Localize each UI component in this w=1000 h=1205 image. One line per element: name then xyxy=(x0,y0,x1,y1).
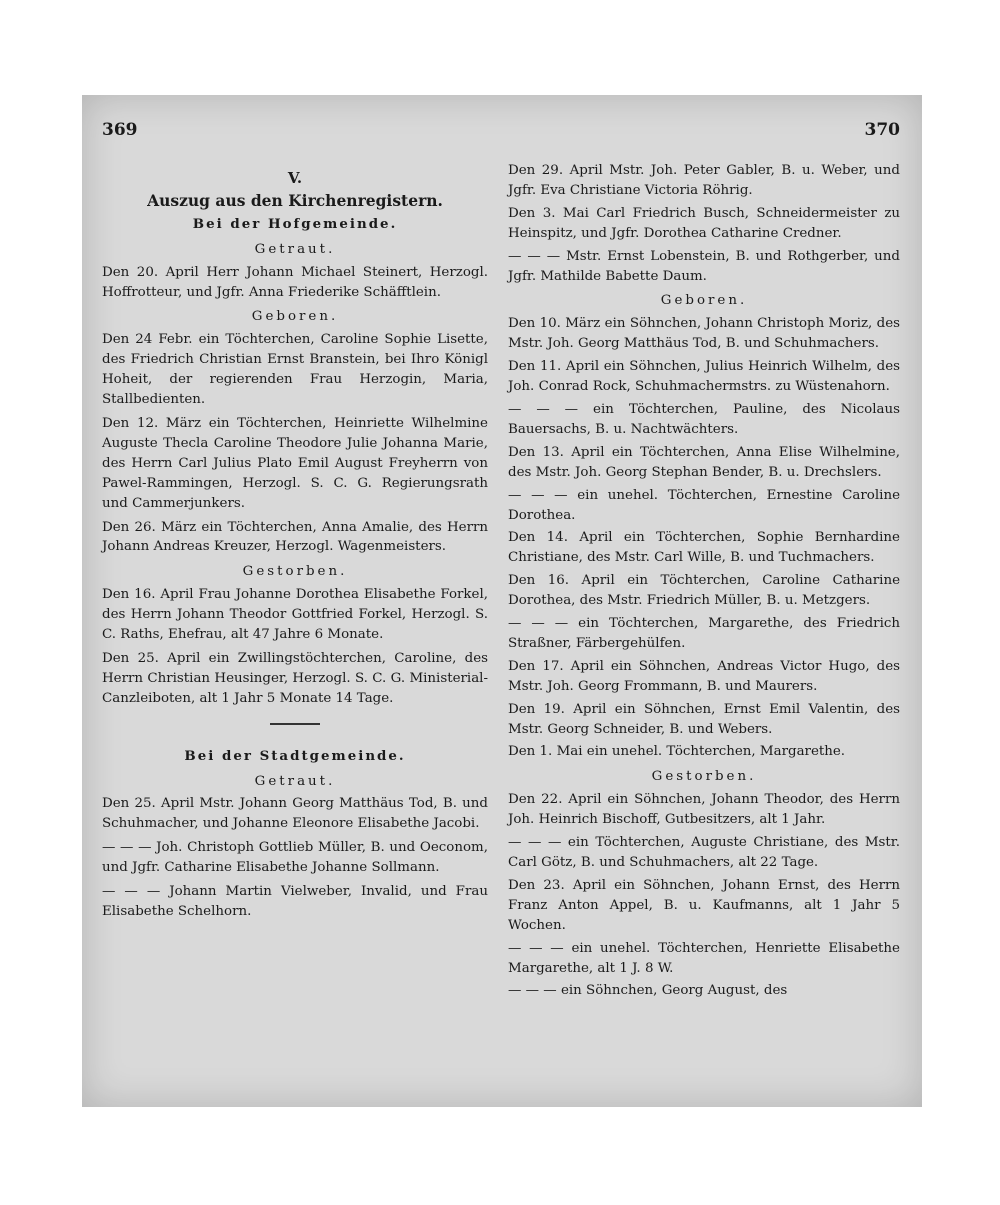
death-entry: — — — ein unehel. Töchterchen, Henriette Elisabethe Margarethe, alt 1 J. 8 W. xyxy=(508,940,900,976)
death-entry: — — — ein Töchterchen, Auguste Christiane, des Mstr. Carl Götz, B. und Schuhmachers, alt 22 Tage. xyxy=(508,835,900,870)
section-numeral: V. xyxy=(287,169,303,187)
page-number-left: 369 xyxy=(102,120,138,140)
heading-died: Gestorben. xyxy=(651,769,757,785)
death-entry: Den 23. April ein Söhnchen, Johann Ernst, des Herrn Franz Anton Appel, B. u. Kaufmanns, alt 1 Jahr 5 Wochen. xyxy=(508,877,900,933)
heading-died: Gestorben. xyxy=(242,564,348,580)
death-entry: — — — ein Söhnchen, Georg August, des xyxy=(508,983,788,999)
right-column xyxy=(508,161,900,1004)
birth-entry: Den 17. April ein Söhnchen, Andreas Victor Hugo, des Mstr. Joh. Georg Frommann, B. und Maurers. xyxy=(508,658,900,694)
birth-entry: Den 26. März ein Töchterchen, Anna Amalie, des Herrn Johann Andreas Kreuzer, Herzogl. Wagenmeisters. xyxy=(102,519,488,555)
heading-born: Geboren. xyxy=(660,293,748,309)
left-column xyxy=(102,169,488,925)
document-title: Auszug aus den Kirchenregistern. xyxy=(147,190,443,210)
heading-born: Geboren. xyxy=(251,309,339,325)
birth-entry: Den 11. April ein Söhnchen, Julius Heinrich Wilhelm, des Joh. Conrad Rock, Schuhmachermstrs. zu Wüstenahorn. xyxy=(508,359,900,395)
heading-married-city: Getraut. xyxy=(254,773,336,789)
death-entry: Den 25. April ein Zwillingstöchterchen, Caroline, des Herrn Christian Heusinger, Herzogl. S. C. G. Ministerial-Canzleiboten, alt 1 Jahr 5 Monate 14 Tage. xyxy=(102,650,488,706)
marriage-entry: Den 20. April Herr Johann Michael Steinert, Herzogl. Hoffrotteur, und Jgfr. Anna Friederike Schäfftlein. xyxy=(102,264,488,300)
page-number-right: 370 xyxy=(864,120,900,140)
death-entry: Den 16. April Frau Johanne Dorothea Elisabethe Forkel, des Herrn Johann Theodor Gottfried Forkel, Herzogl. S. C. Raths, Ehefrau, alt 47 Jahre 6 Monate. xyxy=(102,587,488,643)
marriage-entry: — — — Johann Martin Vielweber, Invalid, und Frau Elisabethe Schelhorn. xyxy=(102,884,488,919)
marriage-entry: — — — Joh. Christoph Gottlieb Müller, B. und Oeconom, und Jgfr. Catharine Elisabethe Johanne Sollmann. xyxy=(102,840,488,876)
right-page xyxy=(508,95,900,1107)
birth-entry: Den 13. April ein Töchterchen, Anna Elise Wilhelmine, des Mstr. Joh. Georg Stephan Bender, B. u. Drechslers. xyxy=(508,444,900,480)
section-divider xyxy=(270,723,320,725)
heading-married: Getraut. xyxy=(254,241,336,257)
marriage-entry: Den 3. Mai Carl Friedrich Busch, Schneidermeister zu Heinspitz, und Jgfr. Dorothea Catharine Credner. xyxy=(508,205,900,241)
death-entry: Den 22. April ein Söhnchen, Johann Theodor, des Herrn Joh. Heinrich Bischoff, Gutbesitzers, alt 1 Jahr. xyxy=(508,792,900,828)
birth-entry: — — — ein Töchterchen, Margarethe, des Friedrich Straßner, Färbergehülfen. xyxy=(508,616,900,651)
birth-entry: — — — ein unehel. Töchterchen, Ernestine Caroline Dorothea. xyxy=(508,487,900,523)
marriage-entry: — — — Mstr. Ernst Lobenstein, B. und Rothgerber, und Jgfr. Mathilde Babette Daum. xyxy=(508,248,900,284)
scanned-spread xyxy=(82,95,922,1107)
birth-entry: Den 16. April ein Töchterchen, Caroline Catharine Dorothea, des Mstr. Friedrich Müller, B. u. Metzgers. xyxy=(508,573,900,609)
birth-entry: Den 1. Mai ein unehel. Töchterchen, Margarethe. xyxy=(508,744,846,760)
marriage-entry: Den 29. April Mstr. Joh. Peter Gabler, B. u. Weber, und Jgfr. Eva Christiane Victoria Röhrig. xyxy=(508,163,900,198)
subtitle-stadtgemeinde: Bei der Stadtgemeinde. xyxy=(184,747,406,764)
left-page xyxy=(102,95,488,1107)
birth-entry: Den 14. April ein Töchterchen, Sophie Bernhardine Christiane, des Mstr. Carl Wille, B. und Tuchmachers. xyxy=(508,530,900,566)
birth-entry: Den 12. März ein Töchterchen, Heinriette Wilhelmine Auguste Thecla Caroline Theodore Julie Johanna Marie, des Herrn Carl Julius Plato Emil August Freyherrn von Pawel-Rammingen, Herzogl. S. C. G. Regierungsrath und Cammerjunkers. xyxy=(102,415,488,511)
birth-entry: Den 10. März ein Söhnchen, Johann Christoph Moriz, des Mstr. Joh. Georg Matthäus Tod, B. und Schuhmachers. xyxy=(508,316,900,352)
birth-entry: Den 19. April ein Söhnchen, Ernst Emil Valentin, des Mstr. Georg Schneider, B. und Webers. xyxy=(508,701,900,737)
birth-entry: Den 24 Febr. ein Töchterchen, Caroline Sophie Lisette, des Friedrich Christian Ernst Branstein, bei Ihro Königl Hoheit, der regierenden Frau Herzogin, Maria, Stallbedienten. xyxy=(102,332,488,408)
birth-entry: — — — ein Töchterchen, Pauline, des Nicolaus Bauersachs, B. u. Nachtwächters. xyxy=(508,401,900,437)
subtitle-hofgemeinde: Bei der Hofgemeinde. xyxy=(192,215,398,232)
marriage-entry: Den 25. April Mstr. Johann Georg Matthäus Tod, B. und Schuhmacher, und Johanne Eleonore Elisabethe Jacobi. xyxy=(102,796,488,832)
